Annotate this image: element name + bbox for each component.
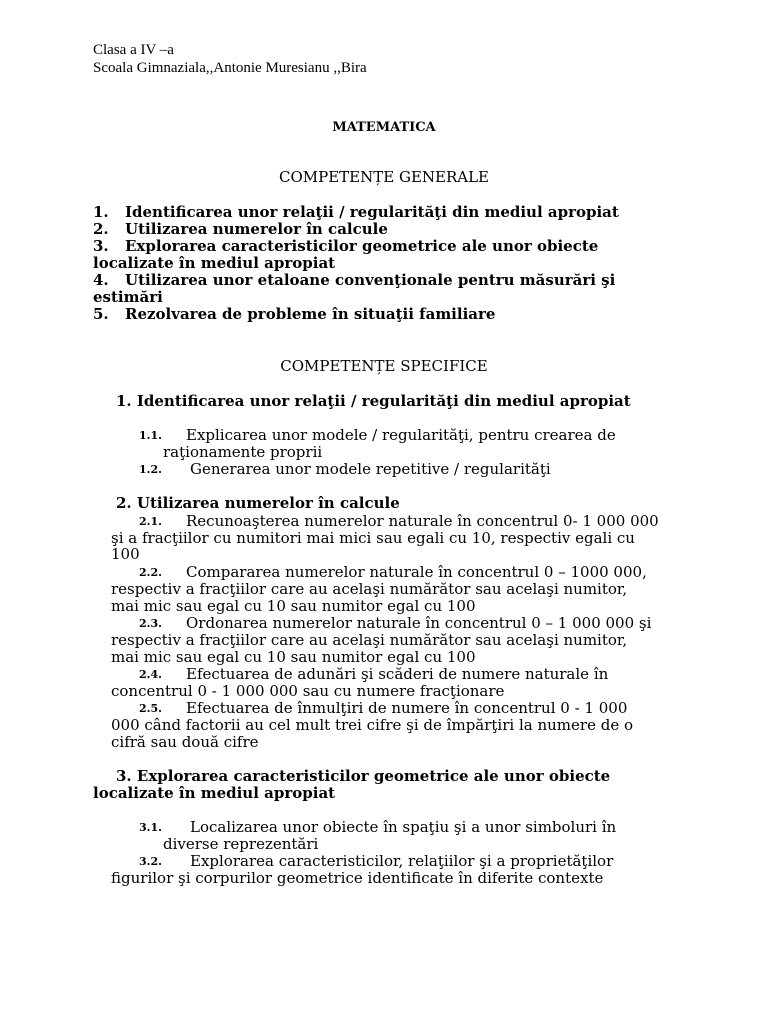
general-item-text: Rezolvarea de probleme în situaţii familiare [125,305,496,323]
item-text: Explicarea unor modele / regularităţi, pentru crearea de [186,426,616,444]
general-competences-title: COMPETENȚE GENERALE [278,168,490,186]
item-number: 2.5. [139,702,162,715]
general-item-num: 1. [93,203,109,221]
school-line: Scoala Gimnaziala,,Antonie Muresianu ,,Bira [93,60,367,76]
item-text: Generarea unor modele repetitive / regularităţi [190,460,551,478]
general-item-text: Utilizarea numerelor în calcule [125,220,388,238]
item-text: 100 [111,545,140,563]
item-text: Localizarea unor obiecte în spaţiu şi a unor simboluri în [190,818,617,836]
general-item-text: Identificarea unor relaţii / regularităţi din mediul apropiat [125,203,619,221]
item-number: 2.4. [139,668,162,681]
item-text: Explorarea caracteristicilor, relaţiilor şi a proprietăţilor [190,852,614,870]
general-item-text-continued: localizate în mediul apropiat [93,254,336,272]
item-number: 1.2. [139,463,162,476]
class-line: Clasa a IV –a [93,42,174,58]
general-item-num: 3. [93,237,109,255]
item-text: mai mic sau egal cu 10 sau numitor egal cu 100 [111,597,476,615]
item-text: 000 când factorii au cel mult trei cifre şi de împărţiri la numere de o [111,716,633,734]
general-item-num: 2. [93,220,109,238]
item-text: diverse reprezentări [163,835,319,853]
item-number: 3.2. [139,855,162,868]
item-number: 3.1. [139,821,162,834]
section-3-heading-continued: localizate în mediul apropiat [93,784,336,802]
item-text: Efectuarea de adunări şi scăderi de numere naturale în [186,665,609,683]
section-3-heading: 3. Explorarea caracteristicilor geometrice ale unor obiecte [116,767,611,785]
item-text: Compararea numerelor naturale în concentrul 0 – 1000 000, [186,563,647,581]
subject-title: MATEMATICA [332,120,436,135]
item-text: respectiv a fracţiilor care au acelaşi numărător sau acelaşi numitor, [111,580,628,598]
item-text: cifră sau două cifre [111,733,259,751]
item-text: concentrul 0 - 1 000 000 sau cu numere fracţionare [111,682,505,700]
general-item-text-continued: estimări [93,288,163,306]
item-text: figurilor şi corpurilor geometrice identificate în diferite contexte [111,869,604,887]
item-text: respectiv a fracţiilor care au acelaşi numărător sau acelaşi numitor, [111,631,628,649]
item-text: Efectuarea de înmulţiri de numere în concentrul 0 - 1 000 [186,699,628,717]
item-number: 2.3. [139,617,162,630]
general-item-text: Explorarea caracteristicilor geometrice ale unor obiecte [125,237,599,255]
item-text: Recunoaşterea numerelor naturale în concentrul 0- 1 000 000 [186,512,659,530]
general-item-text: Utilizarea unor etaloane convenţionale pentru măsurări şi [125,271,616,289]
item-number: 1.1. [139,429,162,442]
specific-competences-title: COMPETENȚE SPECIFICE [280,357,488,375]
section-1-heading: 1. Identificarea unor relaţii / regularităţi din mediul apropiat [116,392,631,410]
item-text: mai mic sau egal cu 10 sau numitor egal cu 100 [111,648,476,666]
general-item-num: 4. [93,271,109,289]
item-number: 2.1. [139,515,162,528]
general-item-num: 5. [93,305,109,323]
item-text: şi a fracţiilor cu numitori mai mici sau egali cu 10, respectiv egali cu [111,529,635,547]
item-text: Ordonarea numerelor naturale în concentrul 0 – 1 000 000 şi [186,614,652,632]
section-2-heading: 2. Utilizarea numerelor în calcule [116,494,400,512]
item-number: 2.2. [139,566,162,579]
item-text: raţionamente proprii [163,443,323,461]
